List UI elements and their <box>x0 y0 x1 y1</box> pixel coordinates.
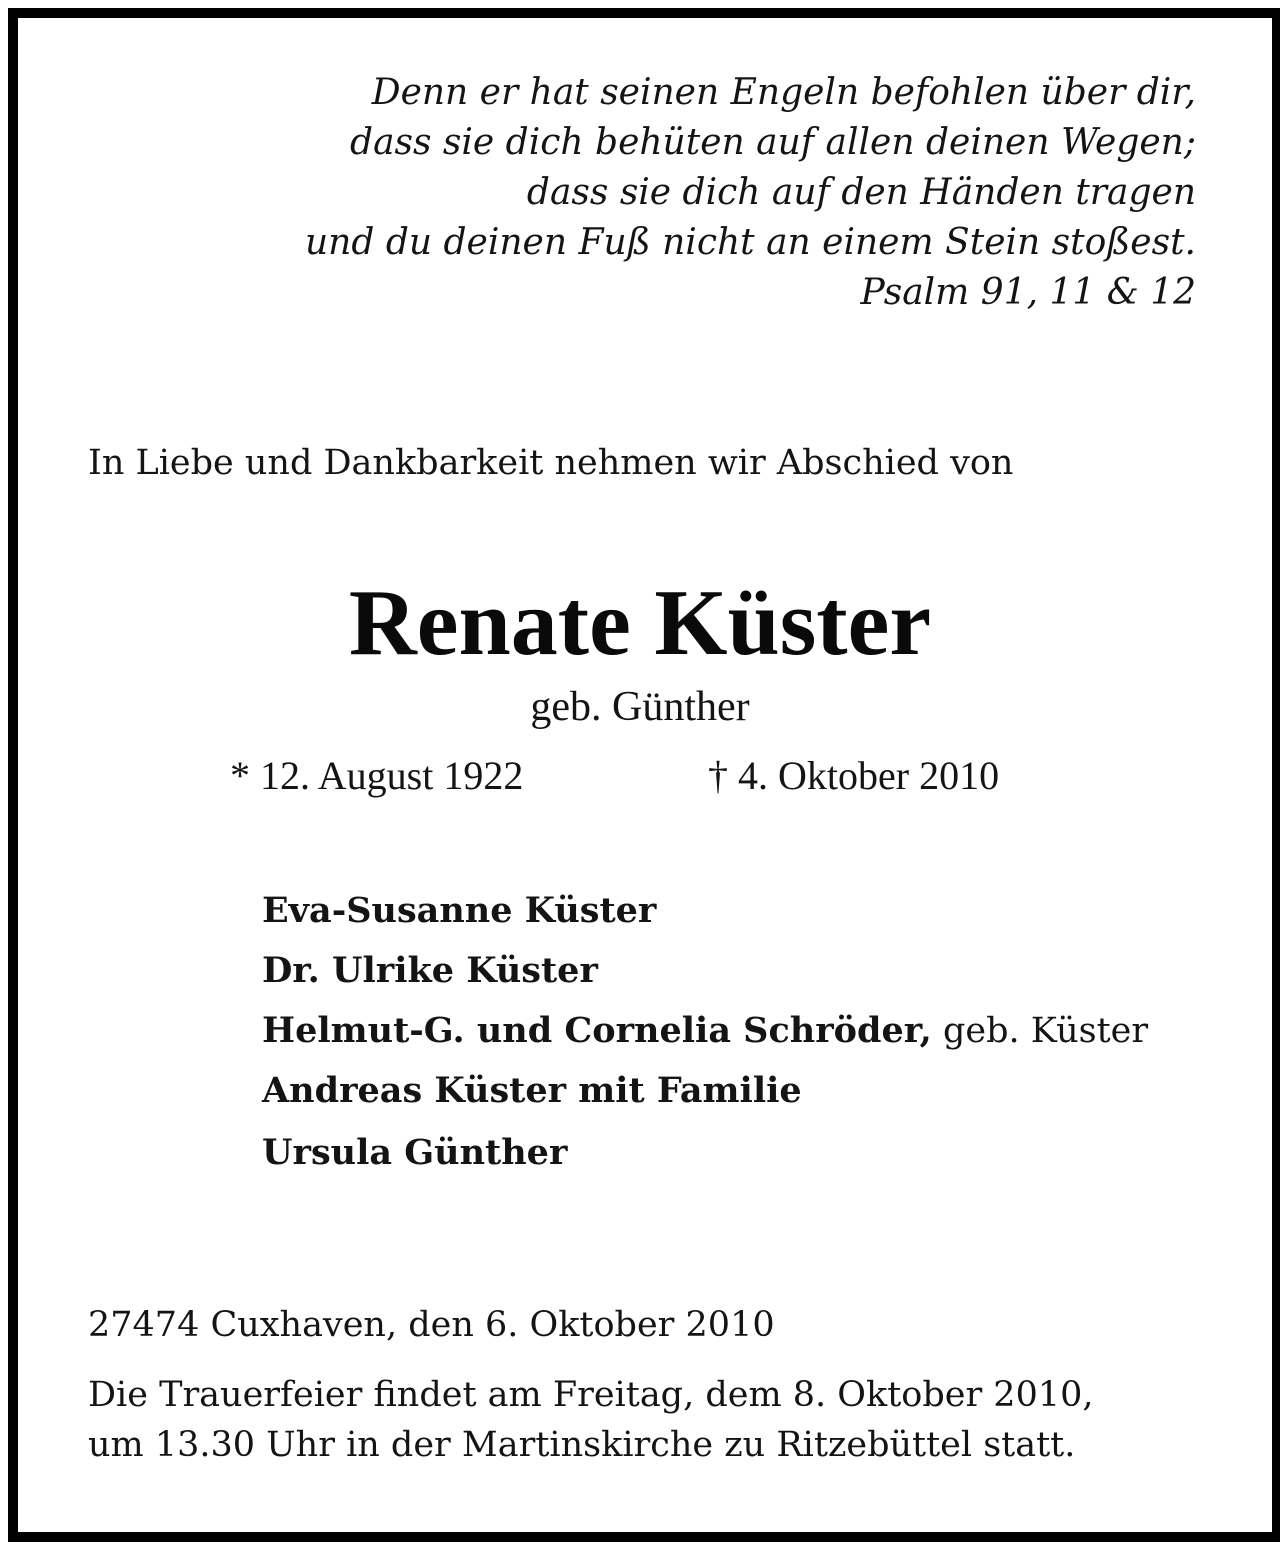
mourner-name-text: Eva-Susanne Küster <box>262 890 657 931</box>
service-line: um 13.30 Uhr in der Martinskirche zu Ritzebüttel statt. <box>88 1425 1076 1465</box>
mourner-name <box>262 946 598 996</box>
service-line: Die Trauerfeier findet am Freitag, dem 8. Oktober 2010, <box>88 1375 1094 1415</box>
mourner-name-text: Andreas Küster mit Familie <box>262 1070 802 1111</box>
service-info <box>88 1370 1094 1470</box>
mourner-name <box>262 886 656 936</box>
death-date: † 4. Oktober 2010 <box>708 753 1000 798</box>
mourner-name <box>262 1066 802 1116</box>
verse-reference: Psalm 91, 11 & 12 <box>860 272 1196 313</box>
mourner-name <box>262 1128 567 1178</box>
mourner-name-text: Ursula Günther <box>262 1132 568 1173</box>
verse-line: Denn er hat seinen Engeln befohlen über dir, <box>371 72 1196 113</box>
intro-text: In Liebe und Dankbarkeit nehmen wir Abschied von <box>88 443 1014 483</box>
verse-line: dass sie dich auf den Händen tragen <box>526 172 1196 213</box>
deceased-name: Renate Küster <box>348 571 932 675</box>
verse-line: und du deinen Fuß nicht an einem Stein stoßest. <box>304 222 1196 263</box>
mourner-name <box>262 1006 1148 1056</box>
mourner-name-text: Helmut-G. und Cornelia Schröder, <box>262 1010 932 1051</box>
mourner-name-text: Dr. Ulrike Küster <box>262 950 598 991</box>
maiden-name: geb. Günther <box>530 684 750 730</box>
birth-date: * 12. August 1922 <box>230 753 524 798</box>
mourner-name-suffix: geb. Küster <box>931 1011 1149 1051</box>
place-date: 27474 Cuxhaven, den 6. Oktober 2010 <box>88 1305 775 1345</box>
verse-line: dass sie dich behüten auf allen deinen Wegen; <box>350 122 1196 163</box>
